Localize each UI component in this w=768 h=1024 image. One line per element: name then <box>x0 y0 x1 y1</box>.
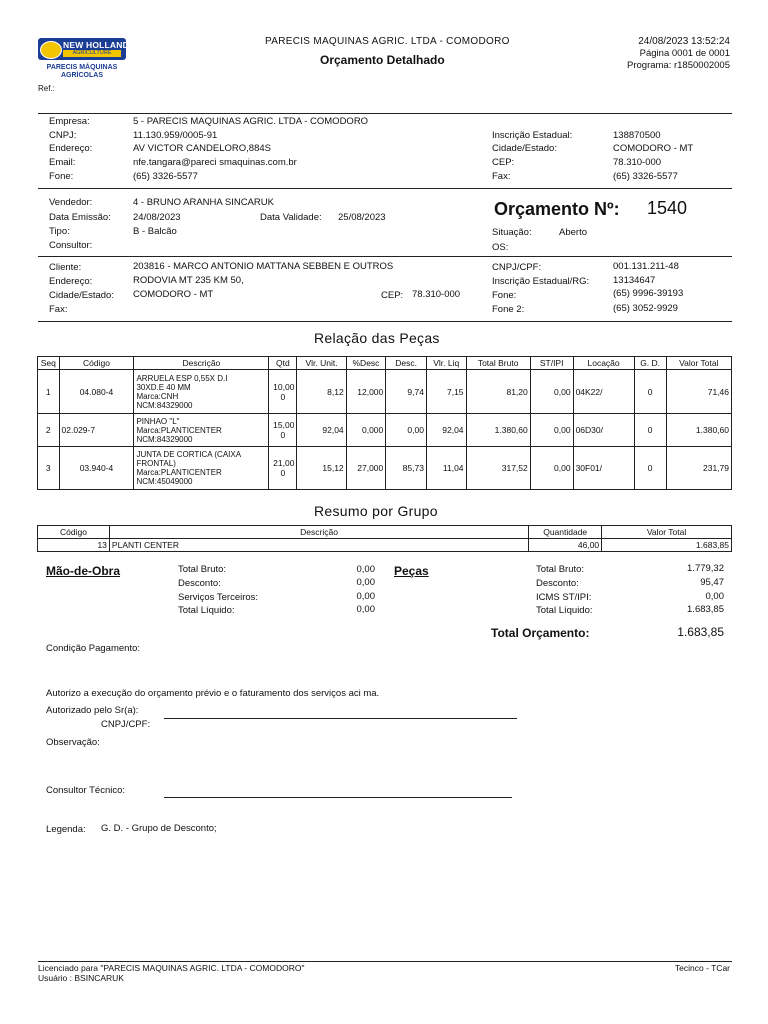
cliente-cidade-label: Cidade/Estado: <box>49 290 114 301</box>
parts-header-row <box>38 357 732 370</box>
cliente-endereco-label: Endereço: <box>49 276 93 287</box>
vendedor-label: Vendedor: <box>49 197 93 208</box>
group-section-title: Resumo por Grupo <box>314 503 438 519</box>
cell-seq: 1 <box>38 370 60 414</box>
cell-descricao <box>134 370 269 414</box>
autorizado-label: Autorizado pelo Sr(a): <box>46 705 139 716</box>
table-row <box>38 447 732 490</box>
cell-pdesc: 27,000 <box>346 447 386 490</box>
col-st-ipi: ST/IPI <box>530 357 573 370</box>
pecas-liquido-value: 1.683,85 <box>687 604 724 615</box>
cliente-cep-value: 78.310-000 <box>412 289 461 300</box>
cell-valor-total: 231,79 <box>666 447 731 490</box>
cliente-endereco-value: RODOVIA MT 235 KM 50, <box>133 275 244 286</box>
cell-vlr-unit: 8,12 <box>297 370 346 414</box>
cell-descricao: PLANTI CENTER <box>109 539 528 552</box>
cell-codigo: 04.080-4 <box>59 370 134 414</box>
header-company: PARECIS MAQUINAS AGRIC. LTDA - COMODORO <box>265 36 510 47</box>
cliente-fax-label: Fax: <box>49 304 68 315</box>
total-orcamento-label: Total Orçamento: <box>491 626 590 640</box>
labor-liquido-label: Total Líquido: <box>178 605 235 616</box>
labor-desconto-label: Desconto: <box>178 578 221 589</box>
fone-value: (65) 3326-5577 <box>133 171 198 182</box>
cnpj-value: 11.130.959/0005-91 <box>133 130 218 141</box>
tipo-value: B - Balcão <box>133 226 177 237</box>
labor-bruto-label: Total Bruto: <box>178 564 227 575</box>
cell-codigo: 02.029-7 <box>59 414 134 447</box>
empresa-value: 5 - PARECIS MAQUINAS AGRIC. LTDA - COMODORO <box>133 116 369 127</box>
cell-descricao <box>134 447 269 490</box>
cell-valor: 1.683,85 <box>602 539 732 552</box>
cell-valor-total: 71,46 <box>666 370 731 414</box>
qtd-line: 0 <box>280 430 286 440</box>
cell-st-ipi: 0,00 <box>530 447 573 490</box>
cliente-fone2-value: (65) 3052-9929 <box>613 303 678 314</box>
footer-licenciado: Licenciado para "PARECIS MAQUINAS AGRIC. LTDA - COMODORO" <box>38 963 305 973</box>
vendedor-value: 4 - BRUNO ARANHA SINCARUK <box>133 197 274 208</box>
header-program: Programa: r1850002005 <box>627 60 730 71</box>
cell-gd: 0 <box>634 414 666 447</box>
col-pdesc: %Desc <box>346 357 386 370</box>
orcamento-numero: 1540 <box>647 198 688 218</box>
situacao-value: Aberto <box>559 227 587 238</box>
labor-servicos-value: 0,00 <box>356 591 375 602</box>
dealer-line1: PARECIS MÁQUINAS <box>46 64 118 71</box>
cell-descricao <box>134 414 269 447</box>
cell-st-ipi: 0,00 <box>530 414 573 447</box>
cell-vlr-unit: 15,12 <box>297 447 346 490</box>
cell-seq: 2 <box>38 414 60 447</box>
cliente-fone-value: (65) 9996-39193 <box>613 288 684 299</box>
emissao-label: Data Emissão: <box>49 212 111 223</box>
desc-line: Marca:PLANTICENTER <box>136 468 222 477</box>
os-label: OS: <box>492 242 509 253</box>
table-row <box>38 539 732 552</box>
cnpj-label: CNPJ: <box>49 130 77 141</box>
ref-label: Ref.: <box>38 84 55 93</box>
col-locacao: Locação <box>573 357 634 370</box>
cell-desc: 85,73 <box>386 447 427 490</box>
col-codigo: Código <box>59 357 134 370</box>
validade-label: Data Validade: <box>260 212 322 223</box>
col-valor-total: Valor Total <box>602 526 732 539</box>
cell-pdesc: 0,000 <box>346 414 386 447</box>
legenda-text: G. D. - Grupo de Desconto; <box>101 823 217 834</box>
divider <box>38 188 732 189</box>
group-table <box>37 525 732 552</box>
fax-value: (65) 3326-5577 <box>613 171 678 182</box>
col-descricao: Descrição <box>134 357 269 370</box>
cell-total-bruto: 317,52 <box>466 447 530 490</box>
desc-line: PINHAO "L" <box>136 416 180 426</box>
table-row <box>38 370 732 414</box>
desc-line: Marca:CNH <box>136 391 179 401</box>
pecas-bruto-value: 1.779,32 <box>687 563 724 574</box>
cliente-fone-label: Fone: <box>492 290 517 301</box>
signature-line <box>164 797 512 798</box>
cell-desc: 9,74 <box>386 370 427 414</box>
pecas-desconto-label: Desconto: <box>536 578 579 589</box>
logo-brand: NEW HOLLAND <box>63 40 129 50</box>
desc-line: NCM:45049000 <box>136 477 193 486</box>
desc-line: NCM:84329000 <box>136 400 193 410</box>
cliente-fone2-label: Fone 2: <box>492 304 525 315</box>
cell-locacao: 30F01/ <box>573 447 634 490</box>
cidade-label: Cidade/Estado: <box>492 143 557 154</box>
cell-qtd <box>269 414 297 447</box>
col-quantidade: Quantidade <box>529 526 602 539</box>
divider <box>38 256 732 257</box>
cliente-cep-label: CEP: <box>381 290 404 301</box>
emissao-value: 24/08/2023 <box>133 212 181 223</box>
cliente-ie-label: Inscrição Estadual/RG: <box>492 276 590 287</box>
qtd-line: 0 <box>280 391 286 402</box>
col-gd: G. D. <box>634 357 666 370</box>
desc-line: FRONTAL) <box>136 459 176 468</box>
ie-label: Inscrição Estadual: <box>492 130 573 141</box>
qtd-line: 0 <box>280 468 286 478</box>
header-page: Página 0001 de 0001 <box>639 48 730 59</box>
dealer-line2: AGRÍCOLAS <box>61 72 103 79</box>
cell-locacao: 06D30/ <box>573 414 634 447</box>
cell-codigo: 03.940-4 <box>59 447 134 490</box>
desc-line: ARRUELA ESP 0,55X D.I <box>136 373 228 383</box>
total-orcamento-value: 1.683,85 <box>677 625 724 639</box>
cell-total-bruto: 1.380,60 <box>466 414 530 447</box>
cell-codigo: 13 <box>38 539 110 552</box>
logo-sub: AGRICULTURE <box>63 50 121 57</box>
qtd-line: 21,00 <box>273 458 295 468</box>
observacao-label: Observação: <box>46 737 100 748</box>
endereco-value: AV VICTOR CANDELORO,884S <box>133 143 271 154</box>
pecas-desconto-value: 95,47 <box>700 577 724 588</box>
condicao-pagamento-label: Condição Pagamento: <box>46 643 141 654</box>
cliente-cpf-label: CNPJ/CPF: <box>492 262 542 273</box>
cell-pdesc: 12,000 <box>346 370 386 414</box>
desc-line: JUNTA DE CORTICA (CAIXA <box>136 450 242 459</box>
cell-locacao: 04K22/ <box>573 370 634 414</box>
cell-vlr-liq: 11,04 <box>426 447 466 490</box>
col-valor-total: Valor Total <box>666 357 731 370</box>
table-row <box>38 414 732 447</box>
consultor-label: Consultor: <box>49 240 93 251</box>
email-value: nfe.tangara@pareci smaquinas.com.br <box>133 157 297 168</box>
legenda-label: Legenda: <box>46 824 86 835</box>
cell-total-bruto: 81,20 <box>466 370 530 414</box>
col-vlr-unit: Vlr. Unit. <box>297 357 346 370</box>
endereco-label: Endereço: <box>49 143 93 154</box>
footer-divider <box>38 961 732 962</box>
cliente-cidade-value: COMODORO - MT <box>133 289 214 300</box>
labor-title: Mão-de-Obra <box>46 564 121 578</box>
pecas-icms-value: 0,00 <box>705 591 724 602</box>
cell-vlr-unit: 92,04 <box>297 414 346 447</box>
cliente-value: 203816 - MARCO ANTONIO MATTANA SEBBEN E OUTROS <box>133 261 394 272</box>
leaf-icon <box>40 41 62 59</box>
cell-qtd <box>269 370 297 414</box>
col-descricao: Descrição <box>109 526 528 539</box>
new-holland-logo <box>38 38 129 60</box>
labor-bruto-value: 0,00 <box>356 564 375 575</box>
cell-valor-total: 1.380,60 <box>666 414 731 447</box>
cell-st-ipi: 0,00 <box>530 370 573 414</box>
qtd-line: 10,00 <box>273 381 295 392</box>
parts-section-title: Relação das Peças <box>314 330 440 346</box>
empresa-label: Empresa: <box>49 116 90 127</box>
footer-usuario: Usuário : BSINCARUK <box>38 973 124 983</box>
col-qtd: Qtd <box>269 357 297 370</box>
cidade-value: COMODORO - MT <box>613 143 694 154</box>
divider <box>38 113 732 114</box>
desc-line: NCM:84329000 <box>136 434 193 444</box>
col-vlr-liq: Vlr. Liq <box>426 357 466 370</box>
cell-quantidade: 46,00 <box>529 539 602 552</box>
cliente-cpf-value: 001.131.211-48 <box>613 261 679 272</box>
cell-vlr-liq: 92,04 <box>426 414 466 447</box>
cell-gd: 0 <box>634 447 666 490</box>
cell-gd: 0 <box>634 370 666 414</box>
col-seq: Seq <box>38 357 60 370</box>
signature-line <box>164 718 517 719</box>
tipo-label: Tipo: <box>49 226 70 237</box>
fax-label: Fax: <box>492 171 511 182</box>
autorizo-text: Autorizo a execução do orçamento prévio e o faturamento dos serviços aci ma. <box>46 688 380 699</box>
situacao-label: Situação: <box>492 227 532 238</box>
fone-label: Fone: <box>49 171 74 182</box>
cnpj-cpf-label: CNPJ/CPF: <box>101 719 151 730</box>
labor-servicos-label: Serviços Terceiros: <box>178 592 259 603</box>
ie-value: 138870500 <box>613 130 661 141</box>
cell-seq: 3 <box>38 447 60 490</box>
cell-desc: 0,00 <box>386 414 427 447</box>
group-header-row <box>38 526 732 539</box>
validade-value: 25/08/2023 <box>338 212 386 223</box>
qtd-line: 15,00 <box>273 420 295 430</box>
desc-line: 30XD.E 40 MM <box>136 382 191 392</box>
col-codigo: Código <box>38 526 110 539</box>
email-label: Email: <box>49 157 76 168</box>
cep-label: CEP: <box>492 157 515 168</box>
col-desc: Desc. <box>386 357 427 370</box>
footer-right: Tecinco - TCar <box>674 963 730 973</box>
page-title: Orçamento Detalhado <box>320 53 445 67</box>
cliente-label: Cliente: <box>49 262 82 273</box>
divider <box>38 321 732 322</box>
parts-table <box>37 356 732 490</box>
pecas-bruto-label: Total Bruto: <box>536 564 585 575</box>
col-total-bruto: Total Bruto <box>466 357 530 370</box>
dealer-name <box>38 64 126 80</box>
cell-qtd <box>269 447 297 490</box>
labor-liquido-value: 0,00 <box>356 604 375 615</box>
pecas-icms-label: ICMS ST/IPI: <box>536 592 592 603</box>
pecas-title: Peças <box>394 564 429 578</box>
labor-desconto-value: 0,00 <box>356 577 375 588</box>
pecas-liquido-label: Total Líquido: <box>536 605 593 616</box>
cliente-ie-value: 13134647 <box>613 275 656 286</box>
desc-line: Marca:PLANTICENTER <box>136 425 222 435</box>
orcamento-numero-label: Orçamento Nº: <box>494 199 620 219</box>
consultor-tecnico-label: Consultor Técnico: <box>46 785 126 796</box>
header-datetime: 24/08/2023 13:52:24 <box>638 36 730 47</box>
cell-vlr-liq: 7,15 <box>426 370 466 414</box>
cep-value: 78.310-000 <box>613 157 662 168</box>
